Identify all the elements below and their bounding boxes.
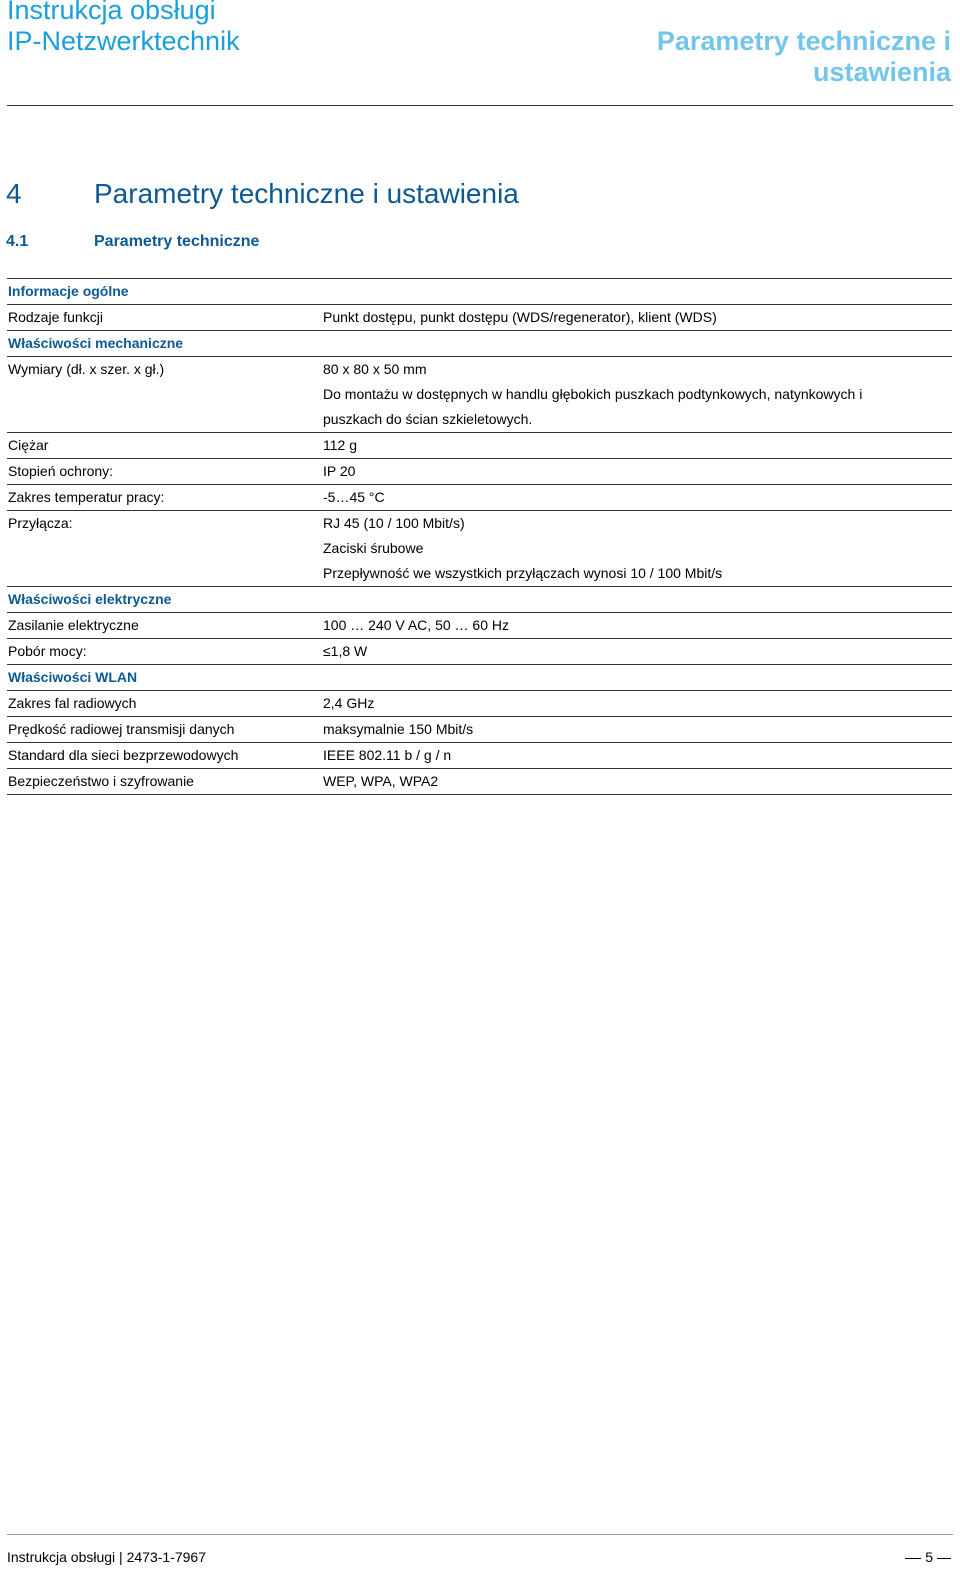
group-heading: Właściwości WLAN [8,669,138,685]
section-number: 4 [6,178,22,209]
table-row [7,613,952,639]
row-label: Standard dla sieci bezprzewodowych [8,747,239,763]
group-heading: Właściwości elektryczne [8,591,172,607]
row-label: Prędkość radiowej transmisji danych [8,721,235,737]
header-divider [7,105,953,106]
table-row [7,691,952,717]
footer-doc-number: Instrukcja obsługi | 2473-1-7967 [7,1549,206,1565]
connection-terminals: Zaciski śrubowe [323,540,424,556]
row-value: 100 … 240 V AC, 50 … 60 Hz [323,617,509,633]
table-row [7,511,952,587]
row-label: Pobór mocy: [8,643,87,659]
table-row [7,459,952,485]
group-heading: Właściwości mechaniczne [8,335,184,351]
mounting-note-line1: Do montażu w dostępnych w handlu głębokich puszkach podtynkowych, natynkowych i [323,386,863,402]
header-doc-title [7,0,240,57]
row-label: Wymiary (dł. x szer. x gł.) [8,361,165,377]
row-value [323,357,952,432]
group-general [7,279,952,305]
row-value: ≤1,8 W [323,643,368,659]
group-mechanical [7,331,952,357]
section-title: Parametry techniczne i ustawienia [94,178,519,209]
dimensions-value: 80 x 80 x 50 mm [323,361,427,377]
row-value: 2,4 GHz [323,695,375,711]
table-row [7,433,952,459]
row-label: Bezpieczeństwo i szyfrowanie [8,773,194,789]
row-value [323,511,952,586]
connection-throughput: Przepływność we wszystkich przyłączach wynosi 10 / 100 Mbit/s [323,565,723,581]
header-chapter-line2: ustawienia [812,57,951,87]
spec-table [7,278,952,795]
table-row [7,357,952,433]
table-row [7,485,952,511]
page-dash-right [937,1558,951,1559]
table-row [7,743,952,769]
mounting-note-line2: puszkach do ścian szkieletowych. [323,411,533,427]
page-dash-left [905,1558,921,1559]
row-label: Zakres temperatur pracy: [8,489,165,505]
row-label: Przyłącza: [8,515,73,531]
row-label: Ciężar [8,437,49,453]
header-chapter-title [657,26,951,88]
table-row [7,717,952,743]
row-label: Zakres fal radiowych [8,695,137,711]
row-label: Zasilanie elektryczne [8,617,139,633]
header-title-line2: IP-Netzwerktechnik [7,26,240,56]
table-row [7,305,952,331]
header-title-line1: Instrukcja obsługi [7,0,216,25]
row-value: maksymalnie 150 Mbit/s [323,721,474,737]
row-value: WEP, WPA, WPA2 [323,773,439,789]
subsection-title: Parametry techniczne [94,233,260,250]
row-value: 112 g [323,437,357,453]
connection-rj45: RJ 45 (10 / 100 Mbit/s) [323,515,465,531]
subsection-number: 4.1 [6,233,29,250]
row-value: Punkt dostępu, punkt dostępu (WDS/regenerator), klient (WDS) [323,309,717,325]
row-value: -5…45 °C [323,489,385,505]
row-label: Rodzaje funkcji [8,309,103,325]
footer-page [905,1549,951,1565]
footer-divider [7,1534,953,1535]
row-label: Stopień ochrony: [8,463,114,479]
table-row [7,769,952,795]
row-value: IP 20 [323,463,356,479]
group-heading: Informacje ogólne [8,283,129,299]
page-number: 5 [925,1549,933,1565]
header-chapter-line1: Parametry techniczne i [656,26,951,56]
row-value: IEEE 802.11 b / g / n [323,747,452,763]
group-wlan [7,665,952,691]
group-electrical [7,587,952,613]
table-row [7,639,952,665]
